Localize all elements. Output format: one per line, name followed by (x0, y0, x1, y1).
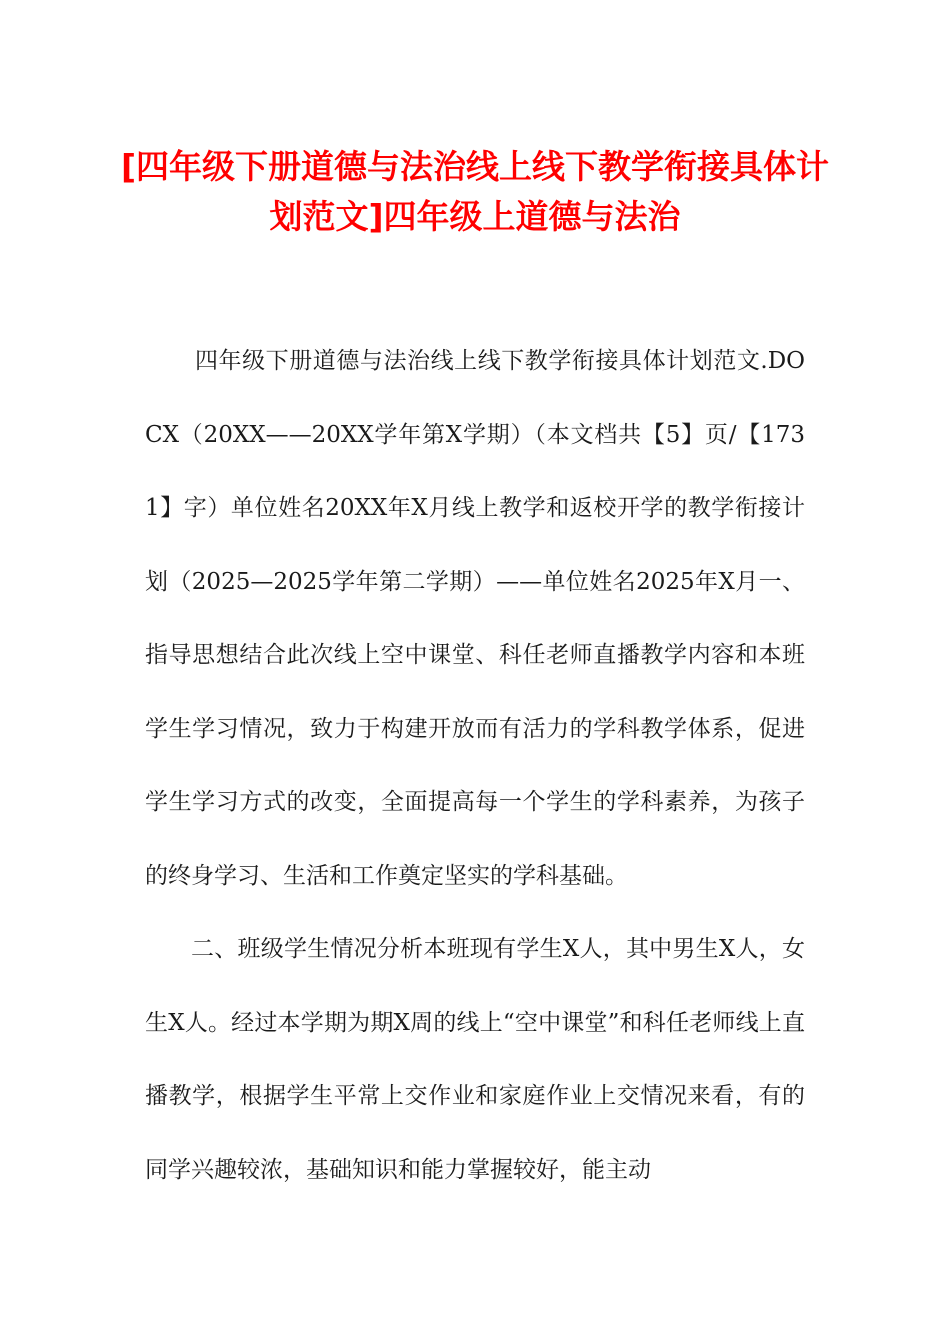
document-body (145, 325, 805, 1207)
paragraph-2: 二、班级学生情况分析本班现有学生X人，其中男生X人，女生X人。经过本学期为期X周的线上“空中课堂”和科任老师线上直播教学，根据学生平常上交作业和家庭作业上交情况来看，有的同学兴趣较浓，基础知识和能力掌握较好，能主动 (145, 936, 805, 1183)
paragraph-1: 四年级下册道德与法治线上线下教学衔接具体计划范文.DOCX（20XX——20XX学年第X学期）（本文档共【5】页/【1731】字）单位姓名20XX年X月线上教学和返校开学的教学衔接计划（2025—2025学年第二学期）——单位姓名2025年X月一、指导思想结合此次线上空中课堂、科任老师直播教学内容和本班学生学习情况，致力于构建开放而有活力的学科教学体系，促进学生学习方式的改变，全面提高每一个学生的学科素养，为孩子的终身学习、生活和工作奠定坚实的学科基础。 (145, 348, 805, 889)
document-title: [四年级下册道德与法治线上线下教学衔接具体计划范文]四年级上道德与法治 (120, 147, 830, 236)
